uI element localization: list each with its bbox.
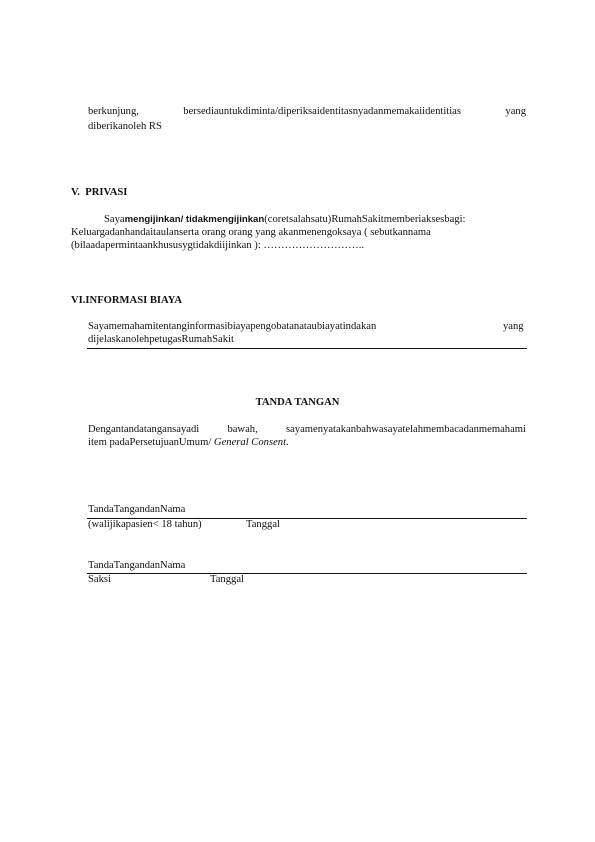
section-divider xyxy=(87,348,527,349)
consent-period: . xyxy=(286,437,289,448)
privacy-line-1 xyxy=(104,214,466,225)
consent-text: item padaPersetujuanUmum/ xyxy=(88,437,214,448)
intro-line-1 xyxy=(88,106,526,117)
witness-name-label: TandaTangandanNama xyxy=(88,560,186,571)
cost-line-2: dijelaskanolehpetugasRumahSakit xyxy=(88,334,234,345)
signature-paragraph-line-2 xyxy=(88,437,289,448)
privacy-suffix: (coretsalahsatu)RumahSakitmemberiaksesbagi: xyxy=(264,214,466,225)
section-v-heading xyxy=(71,187,127,198)
witness-date-label: Tanggal xyxy=(210,574,244,585)
consent-italic: General Consent xyxy=(213,437,287,448)
cost-line-1-left: Sayamemahamitentanginformasibiayapengobatanataubiayatindakan xyxy=(88,321,377,332)
intro-line-2: diberikanoleh RS xyxy=(88,121,162,132)
privacy-prefix: Saya xyxy=(104,214,125,225)
signature-name-label: TandaTangandanNama xyxy=(88,504,186,515)
section-vi-heading xyxy=(71,295,182,306)
signature-paragraph-line-1: Dengantandatangansayadi bawah, sayamenyatakanbahwasayatelahmembacadanmemahami xyxy=(88,424,526,435)
witness-label: Saksi xyxy=(88,574,111,585)
intro-word: bersediauntukdiminta/diperiksaidentitasnyadanmemakaiidentitias xyxy=(183,106,462,117)
guardian-label: (walijikapasien< 18 tahun) xyxy=(88,519,202,530)
date-label: Tanggal xyxy=(246,519,280,530)
signature-heading: TANDA TANGAN xyxy=(255,397,340,408)
privacy-line-2: Keluargadanhandaitaulanserta orang orang yang akanmenengoksaya ( sebutkannama xyxy=(71,227,431,238)
section-title: PRIVASI xyxy=(85,187,128,198)
section-number: VI. xyxy=(71,295,86,306)
privacy-line-3: (bilaadapermintaankhususygtidakdiijinkan ): ……………………….. xyxy=(71,240,365,251)
intro-word: berkunjung, xyxy=(88,106,139,117)
section-number: V. xyxy=(71,187,80,198)
cost-line-1-right: yang xyxy=(503,321,524,332)
option-deny: tidakmengijinkan xyxy=(185,214,265,225)
option-allow: mengijinkan/ xyxy=(124,214,184,225)
section-title: INFORMASI BIAYA xyxy=(85,295,183,306)
witness-signature-line[interactable] xyxy=(87,573,527,574)
intro-word: yang xyxy=(505,106,526,117)
